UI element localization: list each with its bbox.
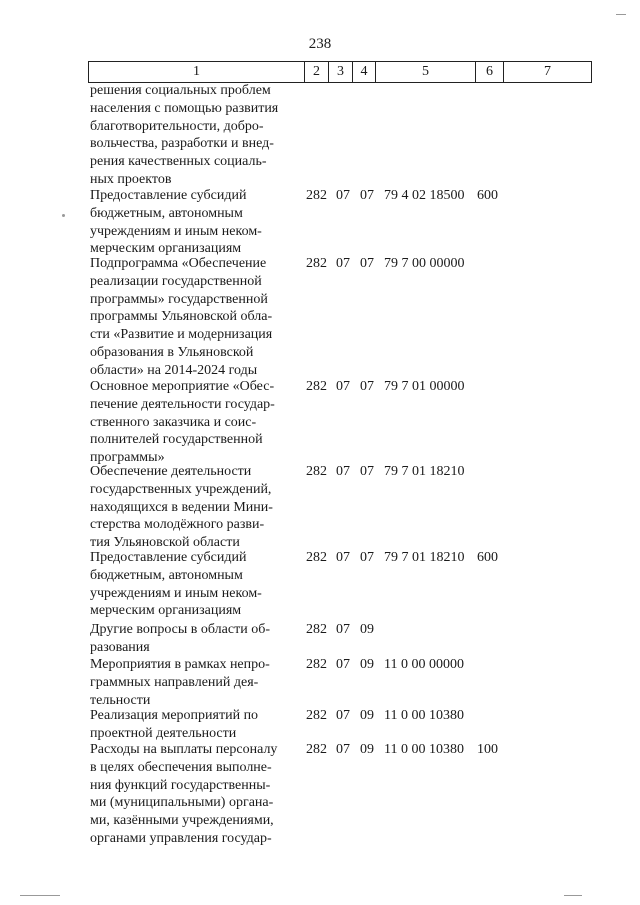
section-code: 07 [336,657,350,672]
expense-type-code: 600 [477,550,498,565]
description-line: в целях обеспечения выполне- [90,759,272,775]
scan-speck [62,214,65,217]
row-description [90,549,298,620]
grbs-code: 282 [306,622,327,637]
header-col-3: 3 [329,62,353,82]
description-line: рения качественных социаль- [90,154,267,170]
subsection-code: 09 [360,657,374,672]
description-line: благотворительности, добро- [90,118,264,134]
subsection-code: 07 [360,188,374,203]
description-line: вольчества, разработки и внед- [90,136,274,152]
description-line: государственных учреждений, [90,481,272,497]
subsection-code: 07 [360,379,374,394]
row-description [90,741,298,848]
section-code: 07 [336,379,350,394]
target-article-code: 79 7 01 18210 [384,550,465,565]
subsection-code: 07 [360,550,374,565]
description-line: мерческим организациям [90,241,242,257]
scan-speck [20,895,60,896]
description-line: разования [90,639,150,655]
grbs-code: 282 [306,464,327,479]
scan-speck [616,14,626,15]
section-code: 07 [336,256,350,271]
row-description [90,187,298,258]
target-article-code: 11 0 00 10380 [384,708,464,723]
description-line: программы Ульяновской обла- [90,309,273,325]
page-number: 238 [308,36,332,52]
description-line: тия Ульяновской области [90,535,240,551]
subsection-code: 09 [360,708,374,723]
section-code: 07 [336,708,350,723]
target-article-code: 79 4 02 18500 [384,188,465,203]
description-line: образования в Ульяновской [90,344,254,360]
row-description [90,82,298,189]
header-col-6: 6 [476,62,504,82]
subsection-code: 09 [360,742,374,757]
description-line: полнителей государственной [90,432,263,448]
row-description [90,621,298,657]
description-line: органами управления государ- [90,830,272,846]
description-line: населения с помощью развития [90,100,279,116]
description-line: Расходы на выплаты персоналу [90,742,278,757]
grbs-code: 282 [306,708,327,723]
description-line: бюджетным, автономным [90,205,243,221]
grbs-code: 282 [306,256,327,271]
header-col-1: 1 [89,62,305,82]
description-line: Предоставление субсидий [90,550,247,565]
description-line: стерства молодёжного разви- [90,517,265,533]
description-line: Реализация мероприятий по [90,708,259,723]
target-article-code: 79 7 01 18210 [384,464,465,479]
description-line: программы» государственной [90,291,268,307]
description-line: Подпрограмма «Обеспечение [90,256,267,271]
description-line: граммных направлений дея- [90,674,259,690]
description-line: Другие вопросы в области об- [90,622,270,637]
target-article-code: 79 7 01 00000 [384,379,465,394]
description-line: ственного заказчика и соис- [90,414,257,430]
row-description [90,707,298,743]
scan-speck [564,895,582,896]
description-line: находящихся в ведении Мини- [90,499,273,515]
description-line: ных проектов [90,171,172,187]
description-line: бюджетным, автономным [90,567,243,583]
header-col-4: 4 [353,62,376,82]
subsection-code: 09 [360,622,374,637]
section-code: 07 [336,622,350,637]
grbs-code: 282 [306,550,327,565]
section-code: 07 [336,550,350,565]
subsection-code: 07 [360,256,374,271]
description-line: сти «Развитие и модернизация [90,327,273,343]
target-article-code: 79 7 00 00000 [384,256,465,271]
expense-type-code: 600 [477,188,498,203]
description-line: ния функций государственны- [90,777,271,793]
target-article-code: 11 0 00 00000 [384,657,464,672]
description-line: учреждениям и иным неком- [90,585,262,601]
description-line: Обеспечение деятельности [90,464,252,479]
target-article-code: 11 0 00 10380 [384,742,464,757]
description-line: Предоставление субсидий [90,188,247,203]
row-description [90,463,298,552]
description-line: ми (муниципальными) органа- [90,795,274,811]
description-line: мерческим организациям [90,603,242,619]
description-line: тельности [90,692,151,708]
description-line: Мероприятия в рамках непро- [90,657,270,672]
description-line: реализации государственной [90,273,262,289]
header-col-5: 5 [376,62,476,82]
table-header [88,61,592,83]
description-line: печение деятельности государ- [90,396,275,412]
description-line: учреждениям и иным неком- [90,223,262,239]
section-code: 07 [336,464,350,479]
description-line: решения социальных проблем [90,83,271,98]
expense-type-code: 100 [477,742,498,757]
description-line: Основное мероприятие «Обес- [90,379,275,394]
description-line: области» на 2014-2024 годы [90,362,258,378]
header-col-7: 7 [504,62,592,82]
row-description [90,255,298,380]
row-description [90,656,298,709]
subsection-code: 07 [360,464,374,479]
grbs-code: 282 [306,657,327,672]
grbs-code: 282 [306,379,327,394]
row-description [90,378,298,467]
section-code: 07 [336,742,350,757]
grbs-code: 282 [306,188,327,203]
description-line: программы» [90,450,165,466]
header-col-2: 2 [305,62,329,82]
description-line: проектной деятельности [90,725,237,741]
section-code: 07 [336,188,350,203]
description-line: ми, казёнными учреждениями, [90,813,274,829]
grbs-code: 282 [306,742,327,757]
